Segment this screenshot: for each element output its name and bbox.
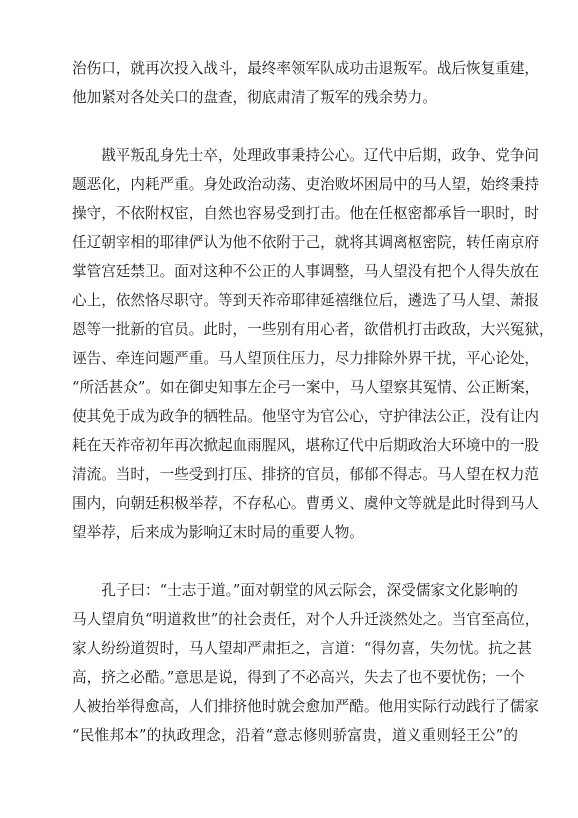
text-line: 恩等一批新的官员。此时，一些别有用心者，欲借机打击政敌，大兴冤狱， [72, 321, 554, 338]
text-line: 高，挤之必酷。”意思是说，得到了不必高兴，失去了也不要忧伤；一个 [72, 669, 525, 686]
text-line: 心上，依然恪尽职守。等到天祚帝耶律延禧继位后，遴选了马人望、萧报 [72, 292, 540, 309]
paragraph [72, 141, 554, 547]
text-line: “所活甚众”。如在御史知事左企弓一案中，马人望察其冤情、公正断案， [72, 379, 540, 396]
text-line: 马人望肩负“明道救世”的社会责任，对个人升迁淡然处之。当官至高位， [72, 611, 540, 628]
text-line: 望举荐，后来成为影响辽末时局的重要人物。 [72, 524, 364, 541]
text-line: 诬告、牵连问题严重。马人望顶住压力，尽力排除外界干扰，平心论处， [72, 350, 540, 367]
text-line: “民惟邦本”的执政理念，沿着“意志修则骄富贵，道义重则轻王公”的 [72, 727, 518, 744]
text-line: 围内，向朝廷积极举荐，不存私心。曹勇义、虞仲文等就是此时得到马人 [72, 495, 540, 512]
text-line: 掌管宫廷禁卫。面对这种不公正的人事调整，马人望没有把个人得失放在 [72, 263, 540, 280]
paragraph-spacer [72, 547, 518, 576]
text-line: 家人纷纷道贺时，马人望却严肃拒之，言道：“得勿喜，失勿忧。抗之甚 [72, 640, 532, 657]
text-line: 孔子曰：“士志于道。”面对朝堂的风云际会，深受儒家文化影响的 [72, 582, 518, 599]
text-line: 任辽朝宰相的耶律俨认为他不依附于己，就将其调离枢密院，转任南京府 [72, 234, 540, 251]
text-line: 耗在天祚帝初年再次掀起血雨腥风，堪称辽代中后期政治大环境中的一股 [72, 437, 540, 454]
text-line: 治伤口，就再次投入战斗，最终率领军队成功击退叛军。战后恢复重建， [72, 60, 540, 77]
text-line: 题恶化，内耗严重。身处政治动荡、吏治败坏困局中的马人望，始终秉持 [72, 176, 540, 193]
paragraph [72, 576, 540, 750]
text-line: 使其免于成为政争的牺牲品。他坚守为官公心，守护律法公正，没有让内 [72, 408, 540, 425]
paragraph-spacer [72, 112, 518, 141]
text-line: 人被抬举得愈高，人们排挤他时就会愈加严酷。他用实际行动践行了儒家 [72, 698, 540, 715]
document-page [72, 54, 554, 750]
paragraph [72, 54, 540, 112]
text-line: 清流。当时，一些受到打压、排挤的官员，郁郁不得志。马人望在权力范 [72, 466, 540, 483]
text-line: 操守，不依附权宦，自然也容易受到打击。他在任枢密都承旨一职时，时 [72, 205, 540, 222]
text-line: 戡平叛乱身先士卒，处理政事秉持公心。辽代中后期，政争、党争问 [72, 147, 540, 164]
text-line: 他加紧对各处关口的盘查，彻底肃清了叛军的残余势力。 [72, 89, 437, 106]
